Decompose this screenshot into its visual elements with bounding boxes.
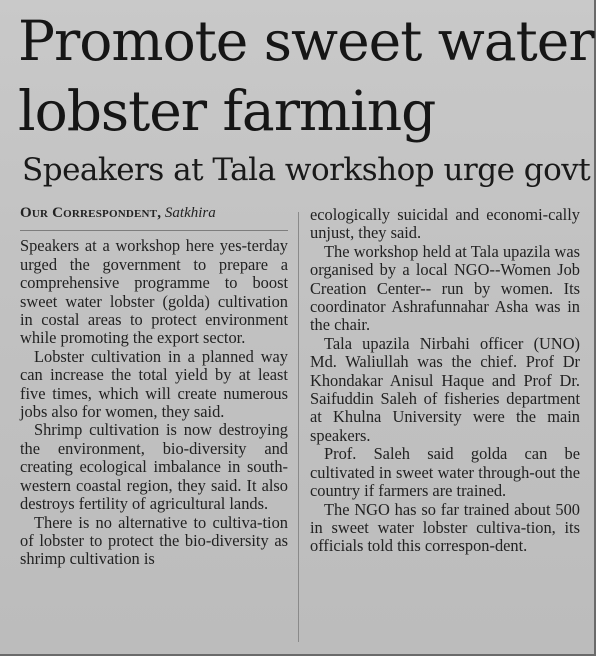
byline bbox=[20, 204, 288, 222]
paragraph-3: Shrimp cultivation is now destroying the environment, bio-diversity and creating ecological imbalance in south-western coastal region, they said. It also destroys fertility of agricultural lands. bbox=[20, 420, 288, 514]
paragraph-4-start: There is no alternative to cultiva-tion of lobster to protect the bio-diversity as shrimp cultivation is bbox=[20, 512, 288, 569]
article-column-right bbox=[310, 206, 580, 556]
paragraph-6: Tala upazila Nirbahi officer (UNO) Md. Waliullah was the chief. Prof Dr Khondakar Anisul Haque and Prof Dr. Saifuddin Saleh of fisheries department at Khulna University were the main speakers. bbox=[310, 333, 580, 445]
subheadline: Speakers at Tala workshop urge govt bbox=[22, 152, 591, 188]
byline-divider bbox=[20, 230, 288, 231]
byline-correspondent: Our Correspondent, bbox=[20, 205, 162, 221]
paragraph-7: Prof. Saleh said golda can be cultivated in sweet water through-out the country if farmers are trained. bbox=[310, 444, 580, 501]
paragraph-2: Lobster cultivation in a planned way can increase the total yield by at least five times, which will create numerous jobs also for women, they said. bbox=[20, 346, 288, 422]
article-column-left bbox=[20, 204, 288, 569]
column-divider bbox=[298, 212, 299, 642]
paragraph-5: The workshop held at Tala upazila was organised by a local NGO--Women Job Creation Center-- run by women. Its coordinator Ashrafunnahar Asha was in the chair. bbox=[310, 241, 580, 335]
paragraph-8: The NGO has so far trained about 500 in sweet water lobster cultiva-tion, its officials told this correspon-dent. bbox=[310, 499, 580, 556]
paragraph-1: Speakers at a workshop here yes-terday urged the government to prepare a comprehensive programme to boost sweet water lobster (golda) cultivation in costal areas to protect environment while promoting the export sector. bbox=[20, 236, 288, 348]
headline: Promote sweet water lobster farming bbox=[18, 9, 594, 143]
byline-location: Satkhira bbox=[164, 205, 216, 221]
paragraph-4-end: ecologically suicidal and economi-cally unjust, they said. bbox=[310, 205, 580, 243]
